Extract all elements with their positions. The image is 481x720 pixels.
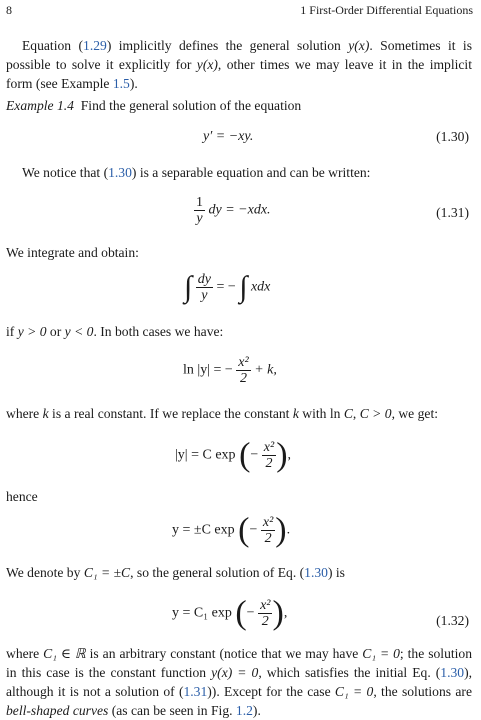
text: ). xyxy=(252,703,261,718)
example-heading xyxy=(6,96,472,115)
right-paren: ) xyxy=(276,436,288,474)
left-paren: ( xyxy=(238,511,250,549)
paragraph-intro xyxy=(6,36,472,93)
equation-rest: + k, xyxy=(254,362,277,378)
math: k xyxy=(42,406,49,421)
text: ) is xyxy=(327,565,345,580)
text: or xyxy=(46,324,65,339)
left-paren: ( xyxy=(235,594,247,632)
text: with ln xyxy=(298,406,344,421)
left-paren: ( xyxy=(239,436,251,474)
text: if xyxy=(6,324,18,339)
operator: = − xyxy=(216,279,236,295)
text: . Sometimes it is possible to solve it explicitly for xyxy=(6,38,472,72)
math: C > 0 xyxy=(359,406,392,421)
math: y(x) = 0 xyxy=(211,665,259,680)
math: y < 0 xyxy=(64,324,94,339)
equation-expr xyxy=(194,195,271,226)
math: y > 0 xyxy=(17,324,47,339)
punctuation: , xyxy=(287,447,292,463)
text: is an arbitrary constant (notice that we may have xyxy=(85,646,363,661)
denominator: y xyxy=(196,211,203,226)
equation-ref-link[interactable]: 1.30 xyxy=(440,665,465,680)
text: is a real constant. If we replace the constant xyxy=(48,406,293,421)
numerator: dy xyxy=(197,272,211,287)
figure-ref-link[interactable]: 1.2 xyxy=(235,703,253,718)
text: where xyxy=(6,646,44,661)
text: , which satisfies the initial Eq. ( xyxy=(258,665,441,680)
equation-expr xyxy=(172,511,291,549)
fraction xyxy=(194,195,205,226)
right-paren: ) xyxy=(275,511,287,549)
math: C₁ ∈ ℝ xyxy=(43,646,86,661)
text: , we get: xyxy=(391,406,438,421)
text: We denote by xyxy=(6,565,84,580)
text: ; the solution in this case is the constant function xyxy=(6,646,473,680)
operator: − xyxy=(250,447,259,463)
numerator: x² xyxy=(238,355,249,370)
equation-expr xyxy=(183,355,277,386)
example-text: Find the general solution of the equation xyxy=(80,98,302,113)
text: , the solutions are xyxy=(373,684,472,699)
denominator: 2 xyxy=(265,456,273,471)
paragraph-denote xyxy=(6,563,472,582)
numerator: x² xyxy=(260,598,271,613)
math: C₁ = ±C xyxy=(83,565,131,580)
paragraph-separable xyxy=(6,163,472,182)
integral-sign: ∫ xyxy=(184,270,193,304)
text: where xyxy=(6,406,43,421)
paragraph-constant xyxy=(6,404,472,423)
equation-number: (1.30) xyxy=(436,129,469,144)
equation-rest: dy = −xdx. xyxy=(208,202,271,218)
text: We notice that ( xyxy=(22,165,109,180)
equation-lhs: |y| = C exp xyxy=(175,447,236,463)
numerator: x² xyxy=(263,440,275,455)
paragraph-conclusion xyxy=(6,644,472,720)
fraction xyxy=(196,272,213,303)
math: y(x) xyxy=(196,57,218,72)
punctuation: , xyxy=(283,605,288,621)
example-ref-link[interactable]: 1.5 xyxy=(112,76,130,91)
equation-ref-link[interactable]: 1.30 xyxy=(108,165,132,180)
text: ). xyxy=(129,76,138,91)
integral-sign: ∫ xyxy=(239,270,248,304)
text: )). Except for the case xyxy=(207,684,335,699)
text: (as can be seen in Fig. xyxy=(108,703,236,718)
equation-ref-link[interactable]: 1.29 xyxy=(83,38,107,53)
right-paren: ) xyxy=(272,594,284,632)
paragraph-hence: hence xyxy=(6,489,38,504)
running-header: 1 First-Order Differential Equations xyxy=(300,3,473,17)
equation-ref-link[interactable]: 1.31 xyxy=(183,684,208,699)
equation-lhs: y = ±C exp xyxy=(172,522,235,538)
text: , other times we may leave it in the implicit form (see Example xyxy=(6,57,472,91)
operator: − xyxy=(246,605,255,621)
emphasis: bell-shaped curves xyxy=(6,703,109,718)
denominator: 2 xyxy=(261,614,269,629)
text: , xyxy=(352,406,360,421)
fraction xyxy=(258,598,272,629)
equation-rest: xdx xyxy=(250,279,271,295)
fraction xyxy=(262,440,276,471)
fraction xyxy=(261,515,275,546)
equation-number: (1.32) xyxy=(436,613,469,628)
math: k xyxy=(292,406,299,421)
punctuation: . xyxy=(286,522,291,538)
example-label: Example 1.4 xyxy=(6,98,74,113)
paragraph-integrate: We integrate and obtain: xyxy=(6,245,139,260)
numerator: 1 xyxy=(196,195,203,210)
equation-ref-link[interactable]: 1.30 xyxy=(304,565,328,580)
math: C xyxy=(343,406,353,421)
operator: − xyxy=(249,522,258,538)
text: , so the general solution of Eq. ( xyxy=(130,565,305,580)
text: ), although it is not a solution of ( xyxy=(6,665,473,699)
denominator: 2 xyxy=(264,531,272,546)
numerator: x² xyxy=(262,515,274,530)
denominator: 2 xyxy=(240,371,247,386)
paragraph-cases xyxy=(6,322,472,341)
equation-lhs: ln |y| = − xyxy=(183,362,233,378)
text: Equation ( xyxy=(22,38,84,53)
text: ) implicitly defines the general solution xyxy=(106,38,349,53)
page-number: 8 xyxy=(6,3,12,17)
math: C₁ = 0 xyxy=(334,684,374,699)
equation-expr xyxy=(184,272,270,303)
text: ) is a separable equation and can be written: xyxy=(131,165,371,180)
equation-lhs: y = C₁ exp xyxy=(172,605,232,621)
fraction xyxy=(236,355,250,386)
equation-expr xyxy=(172,594,288,632)
math: C₁ = 0 xyxy=(362,646,400,661)
text: . In both cases we have: xyxy=(93,324,224,339)
equation-number: (1.31) xyxy=(436,205,469,220)
equation-expr xyxy=(175,436,292,474)
math: y(x) xyxy=(348,38,370,53)
denominator: y xyxy=(201,288,208,303)
equation-expr: y′ = −xy. xyxy=(203,129,254,144)
